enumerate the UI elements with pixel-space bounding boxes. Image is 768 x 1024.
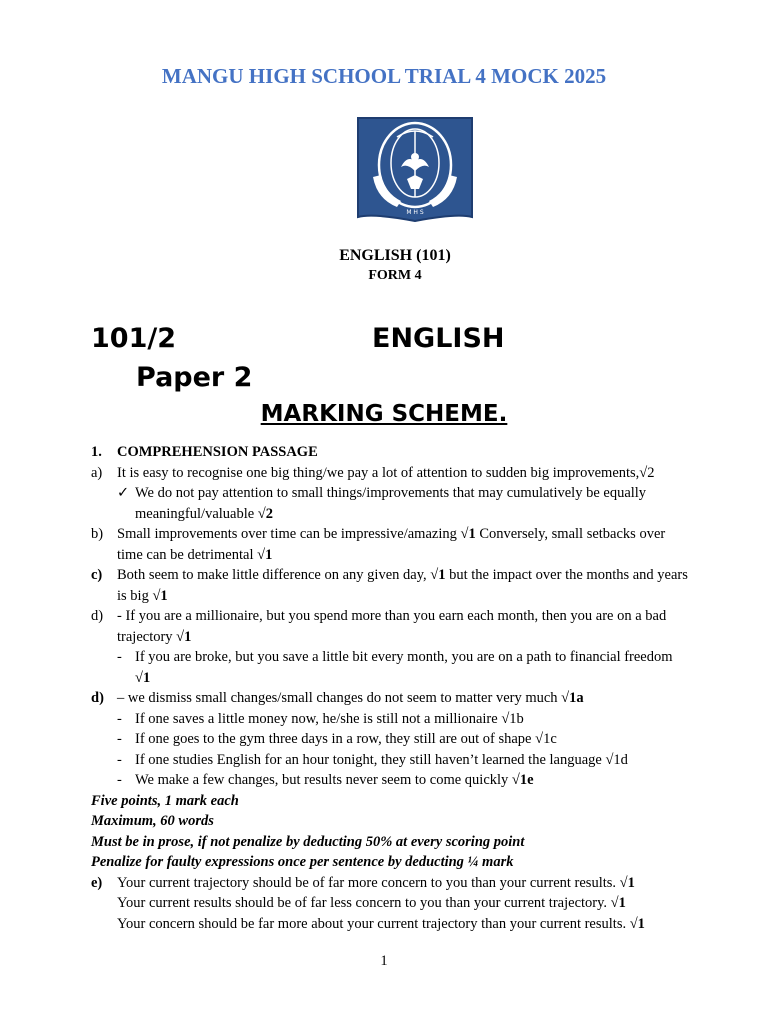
answer-d-first-point: - If you are broke, but you save a little bit every month, you are on a path to financial freedom √1 <box>117 649 673 686</box>
marking-note: Must be in prose, if not penalize by deducting 50% at every scoring point <box>91 833 525 850</box>
school-crest-logo <box>357 117 473 225</box>
answer-e: e) Your current trajectory should be of far more concern to you than your current results. √1 <box>91 874 635 891</box>
list-item: - If one saves a little money now, he/she is still not a millionaire √1b <box>117 710 524 727</box>
answer-e-line: Your current results should be of far less concern to you than your current trajectory. √1 <box>117 895 626 911</box>
marking-scheme-body <box>91 442 691 934</box>
paper-code: 101/2 <box>91 323 177 354</box>
section-heading: 1. COMPREHENSION PASSAGE <box>91 444 318 460</box>
answer-a-point: ✓ We do not pay attention to small things/improvements that may cumulatively be equally meaningful/valuable √2 <box>91 483 691 524</box>
checkmark-icon: ✓ <box>117 485 130 501</box>
answer-c: c) Both seem to make little difference on any given day, √1 but the impact over the months and years is big √1 <box>91 567 688 604</box>
page-number: 1 <box>380 953 388 969</box>
marking-scheme-title: MARKING SCHEME. <box>260 401 508 427</box>
answer-a: a) It is easy to recognise one big thing/we pay a lot of attention to sudden big improvements,√2 <box>91 464 655 481</box>
school-title: MANGU HIGH SCHOOL TRIAL 4 MOCK 2025 <box>161 64 607 88</box>
paper-subject: ENGLISH <box>372 323 505 354</box>
marking-note: Penalize for faulty expressions once per sentence by deducting ¼ mark <box>91 854 514 870</box>
form-heading: FORM 4 <box>368 268 422 283</box>
marking-note: Maximum, 60 words <box>91 813 214 829</box>
paper-number: Paper 2 <box>136 362 253 393</box>
answer-d-second: d) – we dismiss small changes/small changes do not seem to matter very much √1a <box>91 690 584 706</box>
svg-text:M H S: M H S <box>406 209 424 216</box>
answer-e-line: Your concern should be far more about your current trajectory than your current results. √1 <box>117 915 645 932</box>
list-item: - We make a few changes, but results never seem to come quickly √1e <box>117 772 534 788</box>
answer-b: b) Small improvements over time can be impressive/amazing √1 Conversely, small setbacks over time can be detrimental √1 <box>91 526 666 563</box>
answer-d-first: d) - If you are a millionaire, but you spend more than you earn each month, then you are on a bad trajectory √1 <box>91 608 667 645</box>
list-item: - If one goes to the gym three days in a row, they still are out of shape √1c <box>117 731 557 747</box>
subject-heading: ENGLISH (101) <box>339 247 451 264</box>
list-item: - If one studies English for an hour tonight, they still haven’t learned the language √1d <box>117 751 628 768</box>
marking-note: Five points, 1 mark each <box>91 792 239 809</box>
